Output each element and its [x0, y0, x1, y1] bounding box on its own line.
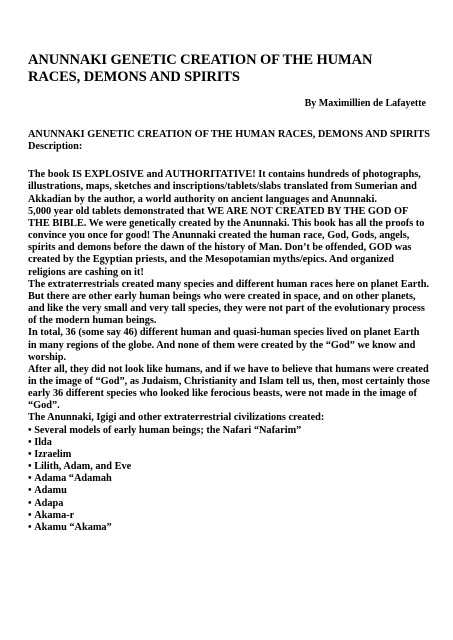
body-paragraph: After all, they did not look like humans, and if we have to believe that humans were created in the image of “God”, as Judaism, Christianity and Islam tell us, then, most certainly those early 36 different species who looked like ferocious beasts, were not made in the image of “God”.: [28, 363, 430, 412]
document-title: ANUNNAKI GENETIC CREATION OF THE HUMAN RACES, DEMONS AND SPIRITS: [28, 52, 373, 85]
description-heading: ANUNNAKI GENETIC CREATION OF THE HUMAN RACES, DEMONS AND SPIRITS Description:: [28, 129, 431, 153]
paragraph-spacer: [28, 153, 430, 169]
list-item: • Several models of early human beings; the Nafari “Nafarim”: [28, 425, 430, 437]
list-item: • Akama-r: [28, 510, 430, 522]
list-item: • Adamu: [28, 485, 430, 497]
list-item: • Akamu “Akama”: [28, 522, 430, 534]
body-paragraph: In total, 36 (some say 46) different human and quasi-human species lived on planet Earth in many regions of the globe. And none of them were created by the “God” we know and worship.: [28, 327, 420, 363]
body-paragraph: The Anunnaki, Igigi and other extraterrestrial civilizations created:: [28, 412, 325, 424]
creations-list: [28, 425, 430, 534]
list-item: • Lilith, Adam, and Eve: [28, 461, 430, 473]
list-item: • Adama “Adamah: [28, 473, 430, 485]
author-byline: By Maximillien de Lafayette: [304, 98, 426, 109]
list-item: • Adapa: [28, 498, 430, 510]
document-body: [28, 129, 430, 534]
body-paragraph: The book IS EXPLOSIVE and AUTHORITATIVE! It contains hundreds of photographs, illustrations, maps, sketches and inscriptions/tablets/slabs translated from Sumerian and Akkadian by the author, a world authority on ancient languages and Anunnaki.: [28, 169, 421, 205]
list-item: • Ilda: [28, 437, 430, 449]
body-paragraph: The extraterrestrials created many species and different human races here on planet Earth. But there are other early human beings who were created in space, and on other planets, and like the very small and very tall species, they were not part of the evolutionary process of the modern human beings.: [28, 278, 430, 327]
body-paragraph: 5,000 year old tablets demonstrated that WE ARE NOT CREATED BY THE GOD OF THE BIBLE. We were genetically created by the Anunnaki. This book has all the proofs to convince you once for good! The Anunnaki created the human race, God, Gods, angels, spirits and demons before the dawn of the history of Man. Don’t be offended, GOD was created by the Egyptian priests, and the Mesopotamian myths/epics. And organized religions are cashing on it!: [28, 205, 425, 278]
list-item: • Izraelim: [28, 449, 430, 461]
